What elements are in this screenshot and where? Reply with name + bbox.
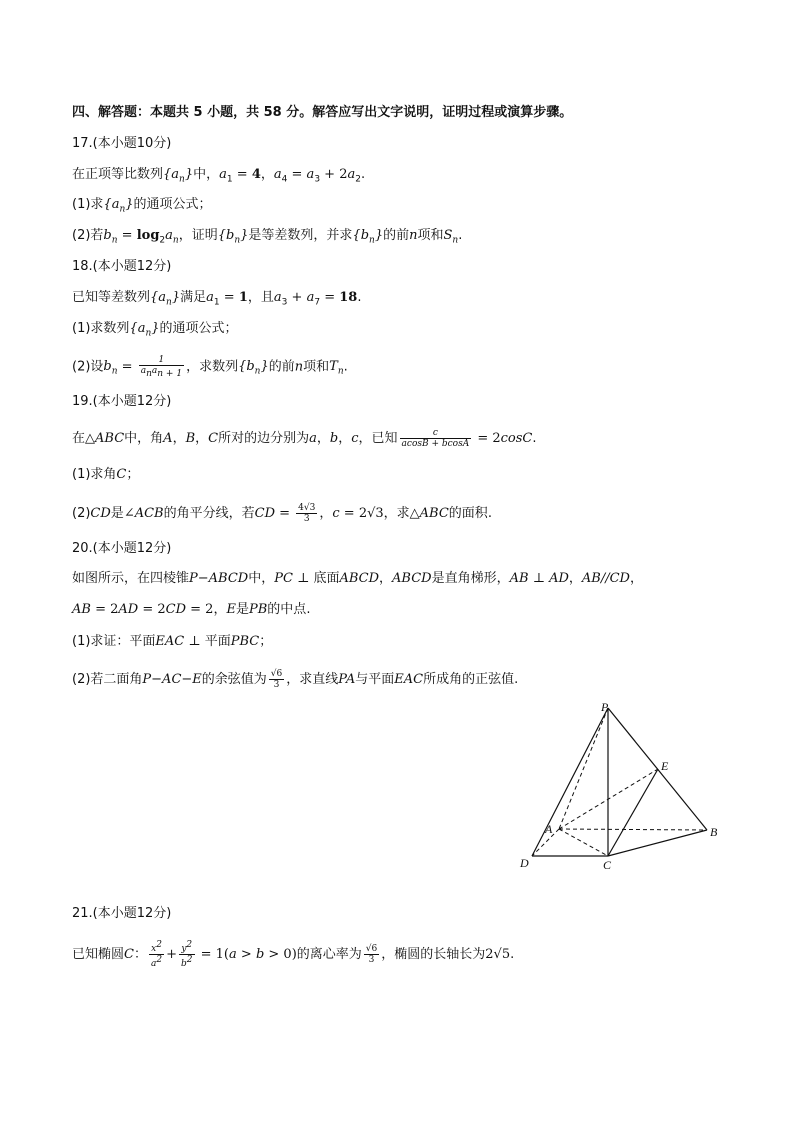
label-C: C bbox=[603, 858, 612, 872]
q18-part1: (1)求数列$\{a_n\}$的通项公式； bbox=[72, 321, 238, 339]
q19-stem: 在△ABC中，角A，B，C所对的边分别为a，b，c，已知 $\frac{c}{acosB + bcosA}$ = 2cosC. bbox=[72, 428, 537, 449]
edge-PA bbox=[559, 708, 608, 829]
q20-part1: (1)求证：平面EAC ⊥ 平面PBC； bbox=[72, 634, 273, 649]
edge-AC bbox=[559, 829, 608, 856]
edge-AB bbox=[559, 829, 707, 830]
pyramid-figure bbox=[515, 700, 735, 875]
edge-CE bbox=[608, 769, 658, 856]
q18-title: 18.(本小题12分) bbox=[72, 259, 172, 274]
q19-part2: (2)CD是∠ACB的角平分线，若CD = $\frac{4√3}{3}$ ，c = 2√3，求△ABC的面积. bbox=[72, 503, 492, 524]
q20-stem-line1: 如图所示，在四棱锥P−ABCD中，PC ⊥ 底面ABCD，ABCD是直角梯形，AB ⊥ AD，AB//CD， bbox=[72, 571, 643, 586]
edge-CB bbox=[608, 830, 707, 856]
q19-title: 19.(本小题12分) bbox=[72, 394, 172, 409]
q21-title: 21.(本小题12分) bbox=[72, 906, 172, 921]
q20-stem-line2: AB = 2AD = 2CD = 2，E是PB的中点. bbox=[72, 602, 311, 617]
q17-part2: (2)若$b_n = \log_2a_n$，证明$\{b_n\}$是等差数列，并求$\{b_n\}$的前n项和$S_n$. bbox=[72, 228, 463, 246]
section-heading: 四、解答题：本题共 5 小题，共 58 分。解答应写出文字说明，证明过程或演算步骤。 bbox=[72, 105, 573, 120]
q21-stem: 已知椭圆C： $\frac{x^2}{a^2}$ + $\frac{y^2}{b^2}$ = 1(a > b > 0)的离心率为 $\frac{√6}{3}$ ，椭圆的长轴长为2√5. bbox=[72, 940, 515, 969]
label-E: E bbox=[661, 759, 669, 773]
label-A: A bbox=[545, 822, 553, 836]
q17-stem: 在正项等比数列$\{a_n\}$中，$a_1 = 4$，$a_4 = a_3 + 2a_2$. bbox=[72, 167, 366, 185]
label-P: P bbox=[601, 700, 609, 714]
label-B: B bbox=[710, 825, 718, 839]
q18-stem: 已知等差数列$\{a_n\}$满足$a_1 = 1$，且$a_3 + a_7 = 18$. bbox=[72, 290, 362, 308]
q20-part2: (2)若二面角P−AC−E的余弦值为 $\frac{√6}{3}$ ，求直线PA与平面EAC所成角的正弦值. bbox=[72, 669, 519, 690]
label-D: D bbox=[520, 856, 529, 870]
q19-part1: (1)求角C； bbox=[72, 467, 140, 482]
edge-PD bbox=[532, 708, 608, 856]
q17-part1: (1)求$\{a_n\}$的通项公式； bbox=[72, 197, 212, 215]
q18-part2: (2)设$b_n$ = $\frac{1}{a_na_{n + 1}}$ ，求数列$\{b_n\}$的前n项和$T_n$. bbox=[72, 355, 348, 379]
q17-title: 17.(本小题10分) bbox=[72, 136, 172, 151]
q20-title: 20.(本小题12分) bbox=[72, 541, 172, 556]
